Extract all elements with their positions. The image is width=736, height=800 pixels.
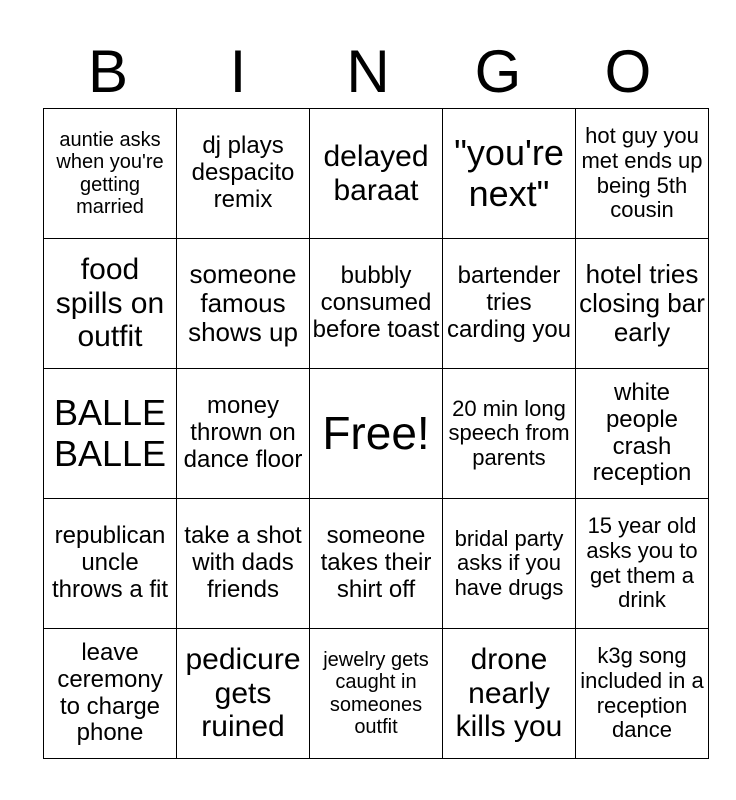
free-cell: Free! (310, 369, 443, 499)
bingo-header (43, 36, 693, 108)
bingo-cell: white people crash reception (576, 369, 709, 499)
bingo-cell: jewelry gets caught in someones outfit (310, 629, 443, 759)
header-letter-i: I (229, 38, 247, 105)
bingo-board (43, 108, 709, 759)
bingo-cell: auntie asks when you're getting married (44, 109, 177, 239)
header-letter-n: N (346, 38, 390, 105)
board-row (44, 109, 709, 239)
bingo-cell: someone takes their shirt off (310, 499, 443, 629)
bingo-cell: bubbly consumed before toast (310, 239, 443, 369)
bingo-cell: dj plays despacito remix (177, 109, 310, 239)
header-letter-g: G (474, 38, 522, 105)
header-letter-b: B (87, 38, 129, 105)
bingo-cell: k3g song included in a reception dance (576, 629, 709, 759)
bingo-cell: money thrown on dance floor (177, 369, 310, 499)
board-row (44, 629, 709, 759)
bingo-cell: leave ceremony to charge phone (44, 629, 177, 759)
bingo-cell: hot guy you met ends up being 5th cousin (576, 109, 709, 239)
header-letter-o: O (604, 38, 652, 105)
bingo-cell: BALLE BALLE (44, 369, 177, 499)
bingo-cell: food spills on outfit (44, 239, 177, 369)
board-row (44, 499, 709, 629)
bingo-cell: 15 year old asks you to get them a drink (576, 499, 709, 629)
board-row (44, 239, 709, 369)
bingo-cell: bartender tries carding you (443, 239, 576, 369)
bingo-cell: someone famous shows up (177, 239, 310, 369)
bingo-cell: republican uncle throws a fit (44, 499, 177, 629)
bingo-cell: delayed baraat (310, 109, 443, 239)
bingo-cell: 20 min long speech from parents (443, 369, 576, 499)
board-row (44, 369, 709, 499)
bingo-cell: "you're next" (443, 109, 576, 239)
bingo-cell: bridal party asks if you have drugs (443, 499, 576, 629)
bingo-cell: take a shot with dads friends (177, 499, 310, 629)
bingo-cell: hotel tries closing bar early (576, 239, 709, 369)
bingo-cell: drone nearly kills you (443, 629, 576, 759)
bingo-cell: pedicure gets ruined (177, 629, 310, 759)
